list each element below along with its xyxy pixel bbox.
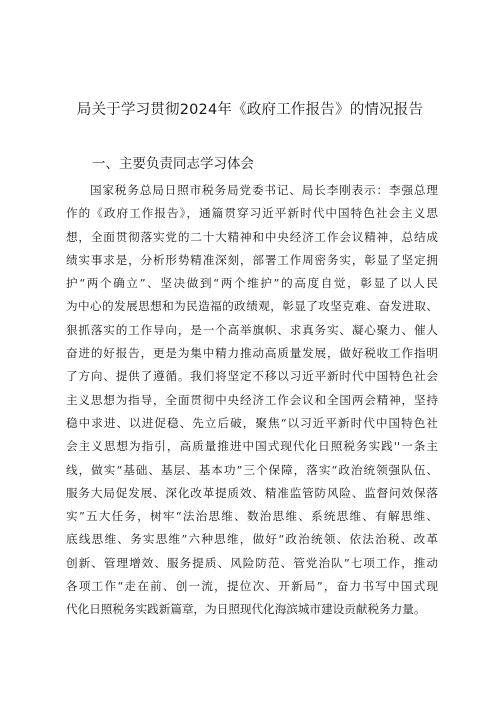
body-line: 国家税务总局日照市税务局党委书记、局长李刚表示：李强总理 [90,183,438,197]
body-line: 护“两个确立”、坚决做到“两个维护”的高度自觉，彰显了以人民 [66,276,438,291]
body-text [66,179,438,622]
body-line: 线，做实“基础、基层、基本功”三个保障，落实“政治统领强队伍、 [66,462,438,477]
body-line: 绩实事求是，分析形势精准深刻，部署工作周密务实，彰显了坚定拥 [66,252,438,267]
body-line: 代化日照税务实践新篇章，为日照现代化海滨城市建设贡献税务力量。 [66,602,426,617]
body-line: 会主义思想为指引，高质量推进中国式现代化日照税务实践''一条主 [66,439,438,454]
body-line: 底线思维、务实思维”六种思维，做好“政治统领、依法治税、改革 [66,532,438,547]
body-line: 服务大局促发展、深化改革提质效、精准监管防风险、监督问效保落 [66,485,438,500]
body-line: 奋进的好报告，更是为集中精力推动高质量发展，做好税收工作指明 [66,346,438,361]
body-line: 主义思想为指导，全面贯彻中央经济工作会议和全国两会精神，坚持 [66,392,438,407]
section-heading: 一、主要负责同志学习体会 [92,156,254,172]
body-line: 创新、管理增效、服务提质、风险防范、管党治队”七项工作，推动 [66,555,438,570]
body-line: 为中心的发展思想和为民造福的政绩观，彰显了攻坚克难、奋发进取、 [66,299,438,314]
body-line: 想，全面贯彻落实党的二十大精神和中央经济工作会议精神，总结成 [66,229,438,244]
document-title: 局关于学习贯彻2024年《政府工作报告》的情况报告 [76,102,424,118]
body-line: 各项工作“走在前、创一流，提位次、开新局”，奋力书写中国式现 [66,579,438,594]
body-line: 稳中求进、以进促稳、先立后破，聚焦“以习近平新时代中国特色社 [66,415,438,430]
body-line: 作的《政府工作报告》，通篇贯穿习近平新时代中国特色社会主义思 [66,206,438,221]
body-line: 狠抓落实的工作导向，是一个高举旗帜、求真务实、凝心聚力、催人 [66,322,438,337]
body-line: 了方向、提供了遵循。我们将坚定不移以习近平新时代中国特色社会 [66,369,438,384]
body-line: 实”五大任务，树牢“法治思维、数治思维、系统思维、有解思维、 [66,509,438,524]
